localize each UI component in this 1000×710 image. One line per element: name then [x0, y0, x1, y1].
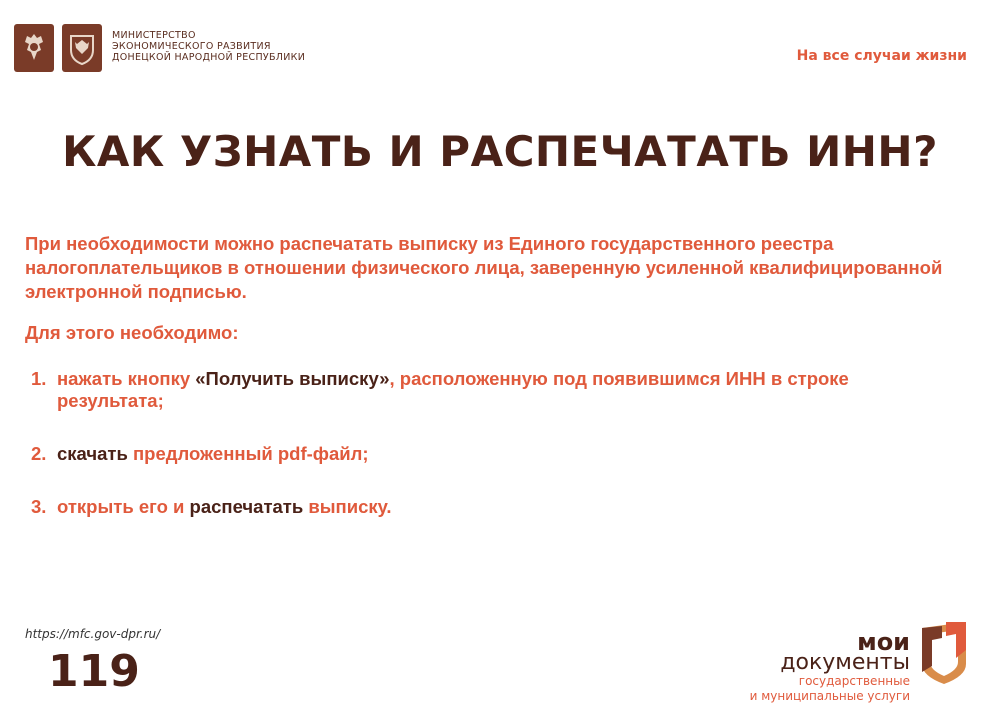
- step-highlight: распечатать: [189, 496, 304, 517]
- step-number: 2.: [31, 443, 47, 464]
- step-text: открыть его и: [57, 496, 190, 517]
- moi-dokumenty-logo-icon: [916, 620, 972, 691]
- intro-paragraph: При необходимости можно распечатать выписку из Единого государственного реестра налогоплательщиков в отношении физического лица, заверенную усиленной квалифицированной электронной подписью.: [25, 233, 943, 302]
- coat-of-arms-icon: [14, 24, 54, 72]
- step-text: выписку.: [303, 496, 392, 517]
- need-heading: Для этого необходимо:: [25, 322, 239, 343]
- logo-sub: и муниципальные услуги: [749, 689, 910, 703]
- step-text: , расположенную под появившимся ИНН в строке результата;: [57, 368, 849, 411]
- dpr-emblem-icon: [62, 24, 102, 72]
- page-title: КАК УЗНАТЬ И РАСПЕЧАТАТЬ ИНН?: [62, 127, 938, 176]
- site-url: https://mfc.gov-dpr.ru/: [25, 627, 161, 641]
- list-item: [25, 368, 955, 412]
- step-highlight: «Получить выписку»: [195, 368, 390, 389]
- logo-top: мои: [857, 628, 910, 656]
- main-content: [25, 232, 955, 549]
- step-highlight: скачать: [57, 443, 128, 464]
- ministry-line: МИНИСТЕРСТВО: [112, 30, 196, 41]
- ministry-line: ЭКОНОМИЧЕСКОГО РАЗВИТИЯ: [112, 41, 271, 52]
- step-text: предложенный pdf-файл;: [127, 443, 369, 464]
- list-item: [25, 443, 955, 465]
- step-number: 3.: [31, 496, 47, 517]
- ministry-line: ДОНЕЦКОЙ НАРОДНОЙ РЕСПУБЛИКИ: [112, 52, 306, 63]
- list-item: [25, 496, 955, 518]
- ministry-name: [112, 30, 305, 63]
- page-number: 119: [48, 646, 140, 697]
- logo-main: документы: [780, 650, 910, 675]
- step-number: 1.: [31, 368, 47, 389]
- slogan: На все случаи жизни: [796, 48, 967, 64]
- logo-text: [749, 628, 910, 704]
- logo-sub: государственные: [798, 674, 910, 688]
- steps-list: [25, 368, 955, 518]
- step-text: нажать кнопку: [57, 368, 196, 389]
- moi-dokumenty-logo: [732, 618, 982, 704]
- header: [14, 24, 305, 72]
